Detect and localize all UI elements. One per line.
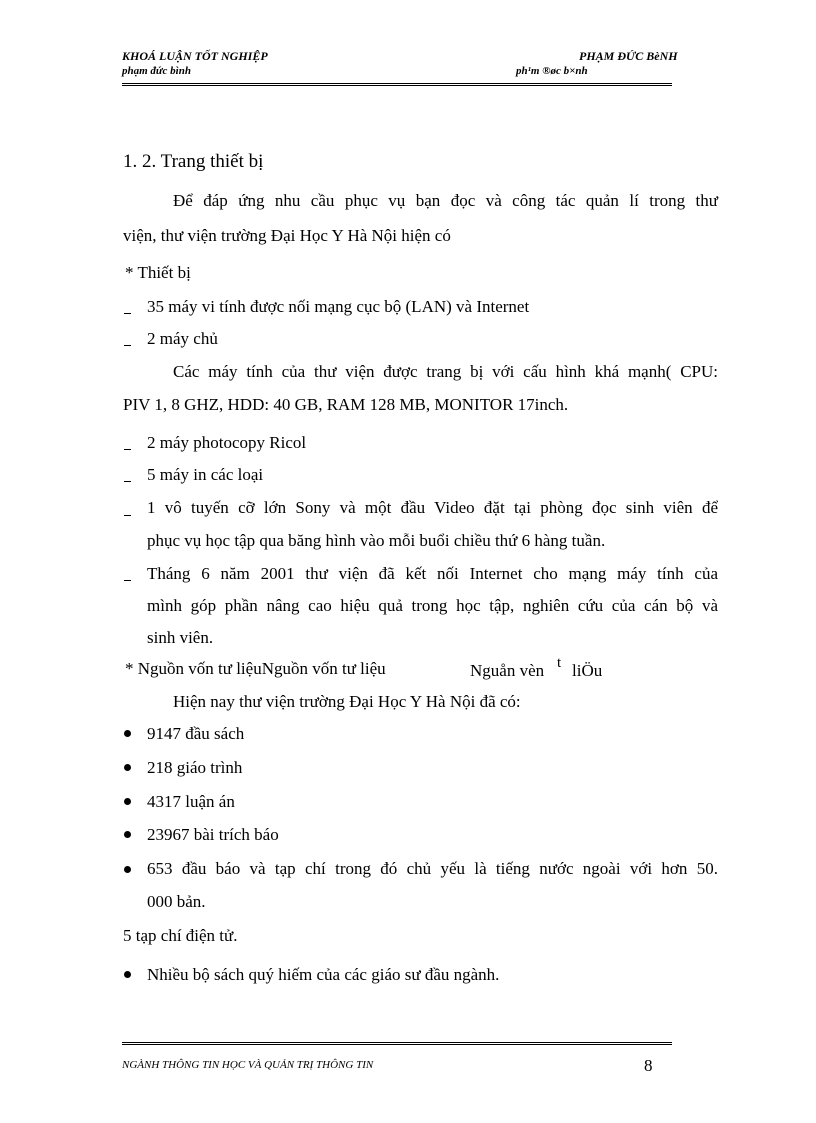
bullet-dot [124, 831, 131, 838]
current-holdings-intro: Hiện nay thư viện trường Đại Học Y Hà Nội đã có: [173, 692, 521, 711]
resources-garbled-text: Nguån vèn [470, 661, 545, 680]
internet-line-3: sinh viên. [147, 628, 214, 647]
footer-rule [122, 1042, 672, 1045]
tv-line-1: 1 vô tuyến cỡ lớn Sony và một đầu Video đặt tại phòng đọc sinh viên để [147, 498, 718, 517]
header-rule [122, 83, 672, 86]
tv-line-2: phục vụ học tập qua băng hình vào mỗi buổi chiều thứ 6 hàng tuần. [147, 531, 606, 550]
dash-marker [124, 481, 131, 482]
list-item: 5 máy in các loại [147, 465, 264, 484]
resources-heading: * Nguồn vốn tư liệuNguồn vốn tư liệu [125, 659, 386, 678]
dash-marker [124, 580, 131, 581]
dash-marker [124, 313, 131, 314]
list-item: 35 máy vi tính được nối mạng cục bộ (LAN) và Internet [147, 297, 530, 316]
section-title: 1. 2. Trang thiết bị [123, 151, 264, 172]
footer-department: NGÀNH THÔNG TIN HỌC VÀ QUẢN TRỊ THÔNG TIN [122, 1059, 374, 1071]
dash-marker [124, 515, 131, 516]
intro-line-2: viện, thư viện trường Đại Học Y Hà Nội hiện có [123, 226, 451, 245]
list-item: 218 giáo trình [147, 758, 243, 777]
internet-line-2: mình góp phần nâng cao hiệu quả trong học tập, nghiên cứu của cán bộ và [147, 596, 718, 615]
list-item: 4317 luận án [147, 792, 235, 811]
list-item: 23967 bài trích báo [147, 825, 279, 844]
list-item: 2 máy photocopy Ricol [147, 433, 307, 452]
dash-marker [124, 449, 131, 450]
bullet-dot [124, 764, 131, 771]
equipment-heading: * Thiết bị [125, 263, 191, 282]
header-right-subtitle: ph¹m ®øc b×nh [516, 65, 588, 77]
page-number: 8 [644, 1056, 653, 1075]
header-right-title: PHẠM ĐỨC BèNH [579, 49, 678, 63]
resources-garbled-text: liÖu [572, 661, 603, 680]
header-left-title: KHOÁ LUẬN TỐT NGHIỆP [122, 49, 268, 63]
journal-line-1: 653 đầu báo và tạp chí trong đó chủ yếu là tiếng nước ngoài với hơn 50. [147, 859, 718, 878]
bullet-dot [124, 866, 131, 873]
journal-line-2: 000 bản. [147, 892, 206, 911]
bullet-dot [124, 798, 131, 805]
intro-line-1: Để đáp ứng nhu cầu phục vụ bạn đọc và công tác quản lí trong thư [173, 191, 718, 210]
list-item: 2 máy chủ [147, 329, 218, 348]
list-item: 9147 đầu sách [147, 724, 245, 743]
config-line-1: Các máy tính của thư viện được trang bị với cấu hình khá mạnh( CPU: [173, 362, 718, 381]
bullet-dot [124, 971, 131, 978]
config-line-2: PIV 1, 8 GHZ, HDD: 40 GB, RAM 128 MB, MONITOR 17inch. [123, 395, 569, 414]
internet-line-1: Tháng 6 năm 2001 thư viện đã kết nối Internet cho mạng máy tính của [147, 564, 718, 583]
dash-marker [124, 345, 131, 346]
resources-garbled-superscript: t [557, 655, 562, 671]
list-item: Nhiều bộ sách quý hiếm của các giáo sư đầu ngành. [147, 965, 500, 984]
header-left-subtitle: phạm đức bình [122, 65, 191, 77]
bullet-dot [124, 730, 131, 737]
ejournal-line: 5 tạp chí điện tử. [123, 926, 238, 945]
